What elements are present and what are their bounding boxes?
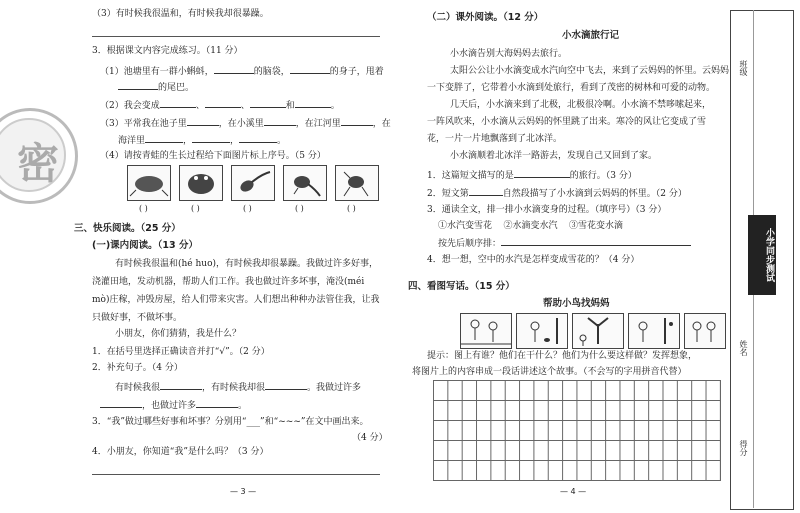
story-line: 花，一片一片地飘落到了北冰洋。 xyxy=(427,134,563,144)
outside-reading-q4: 4．想一想，空中的水汽是怎样变成雪花的？（4 分） xyxy=(427,255,640,265)
sidebar-label: 得分 xyxy=(739,440,748,456)
order-paren[interactable]: ( ) xyxy=(295,204,304,213)
passage-line: 只做好事，不做坏事。 xyxy=(92,313,183,323)
passage-line: 有时候我很温和(hé huo)，有时候我却很暴躁。我做过许多好事， xyxy=(115,259,379,269)
story-line: 小水滴顺着北冰洋一路游去，发现自己又回到了家。 xyxy=(450,151,658,161)
picture-title: 帮助小鸟找妈妈 xyxy=(543,298,610,309)
writing-grid[interactable] xyxy=(433,380,721,481)
outside-reading-q1: 1．这篇短文描写的是 的旅行。（3 分） xyxy=(427,168,637,182)
comic-panel xyxy=(628,313,680,349)
question-3-1-cont: 的尾巴。 xyxy=(118,80,194,94)
frog-stage-image xyxy=(127,165,171,201)
answer-blank[interactable] xyxy=(501,236,691,246)
section-3-heading: 三、快乐阅读。（25 分） xyxy=(74,223,181,234)
writing-hint: 提示：图上有谁？他们在干什么？他们为什么要这样做？发挥想象， xyxy=(427,351,698,361)
order-paren[interactable]: ( ) xyxy=(243,204,252,213)
question-3-1: （1）池塘里有一群小蝌蚪， 的脑袋， 的身子，甩着 xyxy=(100,64,384,78)
question-3-3-cont: 海洋里 ， ， 。 xyxy=(118,133,286,147)
story-line: 一下变胖了，它带着小水滴到处旅行，看到了茂密的树林和可爱的动物。 xyxy=(427,83,716,93)
sidebar-label: 班级 xyxy=(739,60,748,76)
order-paren[interactable]: ( ) xyxy=(347,204,356,213)
brand-logo: 小学同步测试 xyxy=(748,215,776,295)
q3-answer-line: 按先后顺序排： xyxy=(438,236,691,250)
reading-q2-line2: ，也做过许多 。 xyxy=(100,398,247,412)
passage-line: mò)庄稼，冲毁房屋，给人们带来灾害。人们想出种种办法管住我，让我 xyxy=(92,295,380,305)
answer-blank[interactable] xyxy=(514,168,570,178)
answer-blank[interactable] xyxy=(192,133,230,143)
answer-blank[interactable] xyxy=(118,80,158,90)
story-line: 一阵风吹来，小水滴从云妈妈的怀里跳了出来。寒冷的风让它变成了雪 xyxy=(427,117,707,127)
story-line: 几天后，小水滴来到了北极，北极很冷啊。小水滴不禁哆嗦起来， xyxy=(450,100,712,110)
comic-panel xyxy=(516,313,568,349)
answer-blank[interactable] xyxy=(214,64,254,74)
reading-q4: 4．小朋友，你知道“我”是什么吗？（3 分） xyxy=(92,447,269,457)
reading-q1: 1．在括号里选择正确读音并打“√”。（2 分） xyxy=(92,347,270,357)
answer-rule xyxy=(92,36,380,37)
question-3-title: 3．根据课文内容完成练习。（11 分） xyxy=(92,46,243,56)
question-3-3: （3）平常我在池子里 ，在小溪里 ，在江河里 ，在 xyxy=(100,116,391,130)
outside-reading-q3: 3．通读全文，排一排小水滴变身的过程。（填序号）（3 分） xyxy=(427,205,667,215)
comic-panel xyxy=(684,313,726,349)
answer-blank[interactable] xyxy=(160,380,202,390)
sidebar-label: 姓名 xyxy=(739,340,748,356)
answer-blank[interactable] xyxy=(265,380,307,390)
order-paren[interactable]: ( ) xyxy=(139,204,148,213)
passage-line: 小朋友，你们猜猜，我是什么？ xyxy=(115,329,242,339)
reading-q2-line1: 有时候我很 ，有时候我却很 。我做过许多 xyxy=(115,380,361,394)
outside-reading-q2: 2．短文第 自然段描写了小水滴到云妈妈的怀里。（2 分） xyxy=(427,186,687,200)
answer-blank[interactable] xyxy=(187,116,219,126)
story-line: 小水滴告别大海妈妈去旅行。 xyxy=(450,49,568,59)
q3-3-line: （3）有时候我很温和，有时候我却很暴躁。 xyxy=(92,9,269,19)
section-4-heading: 四、看图写话。（15 分） xyxy=(408,281,515,292)
reading-q3-score: （4 分） xyxy=(352,433,388,443)
story-title: 小水滴旅行记 xyxy=(562,30,620,41)
answer-blank[interactable] xyxy=(264,116,296,126)
answer-blank[interactable] xyxy=(341,116,373,126)
subsection-2-heading: （二）课外阅读。（12 分） xyxy=(427,12,544,23)
reading-q2: 2．补充句子。（4 分） xyxy=(92,363,183,373)
q3-options: ①水汽变雪花 ②水滴变水汽 ③雪花变水滴 xyxy=(438,221,623,231)
answer-blank[interactable] xyxy=(295,98,331,108)
frog-stage-image xyxy=(179,165,223,201)
confidential-seal: 密 xyxy=(0,108,78,204)
answer-blank[interactable] xyxy=(196,398,238,408)
page-number: — 4 — xyxy=(560,487,587,496)
story-line: 太阳公公让小水滴变成水汽向空中飞去，来到了云妈妈的怀里。云妈妈 xyxy=(450,66,730,76)
reading-q3: 3．“我”做过哪些好事和坏事？分别用“___”和“~~~”在文中画出来。 xyxy=(92,417,369,427)
passage-line: 浇灌田地，发动机器，帮助人们工作。我也做过许多坏事，淹没(méi xyxy=(92,277,365,287)
frog-stage-image xyxy=(231,165,275,201)
frog-stage-image xyxy=(283,165,327,201)
answer-blank[interactable] xyxy=(290,64,330,74)
answer-blank[interactable] xyxy=(100,398,142,408)
answer-blank[interactable] xyxy=(469,186,503,196)
page-number: — 3 — xyxy=(230,487,257,496)
frog-stage-image xyxy=(335,165,379,201)
answer-blank[interactable] xyxy=(239,133,277,143)
question-3-4: （4）请按青蛙的生长过程给下面图片标上序号。（5 分） xyxy=(100,151,326,161)
answer-blank[interactable] xyxy=(160,98,196,108)
subsection-1-heading: (一)课内阅读。（13 分） xyxy=(92,240,198,251)
question-3-2: （2）我会变成 、 、 和 。 xyxy=(100,98,340,112)
order-paren[interactable]: ( ) xyxy=(191,204,200,213)
answer-blank[interactable] xyxy=(145,133,183,143)
answer-rule xyxy=(92,474,380,475)
writing-hint: 将图片上的内容串成一段话讲述这个故事。（不会写的字用拼音代替） xyxy=(412,367,687,377)
comic-panel xyxy=(572,313,624,349)
answer-blank[interactable] xyxy=(250,98,286,108)
comic-panel xyxy=(460,313,512,349)
answer-blank[interactable] xyxy=(205,98,241,108)
